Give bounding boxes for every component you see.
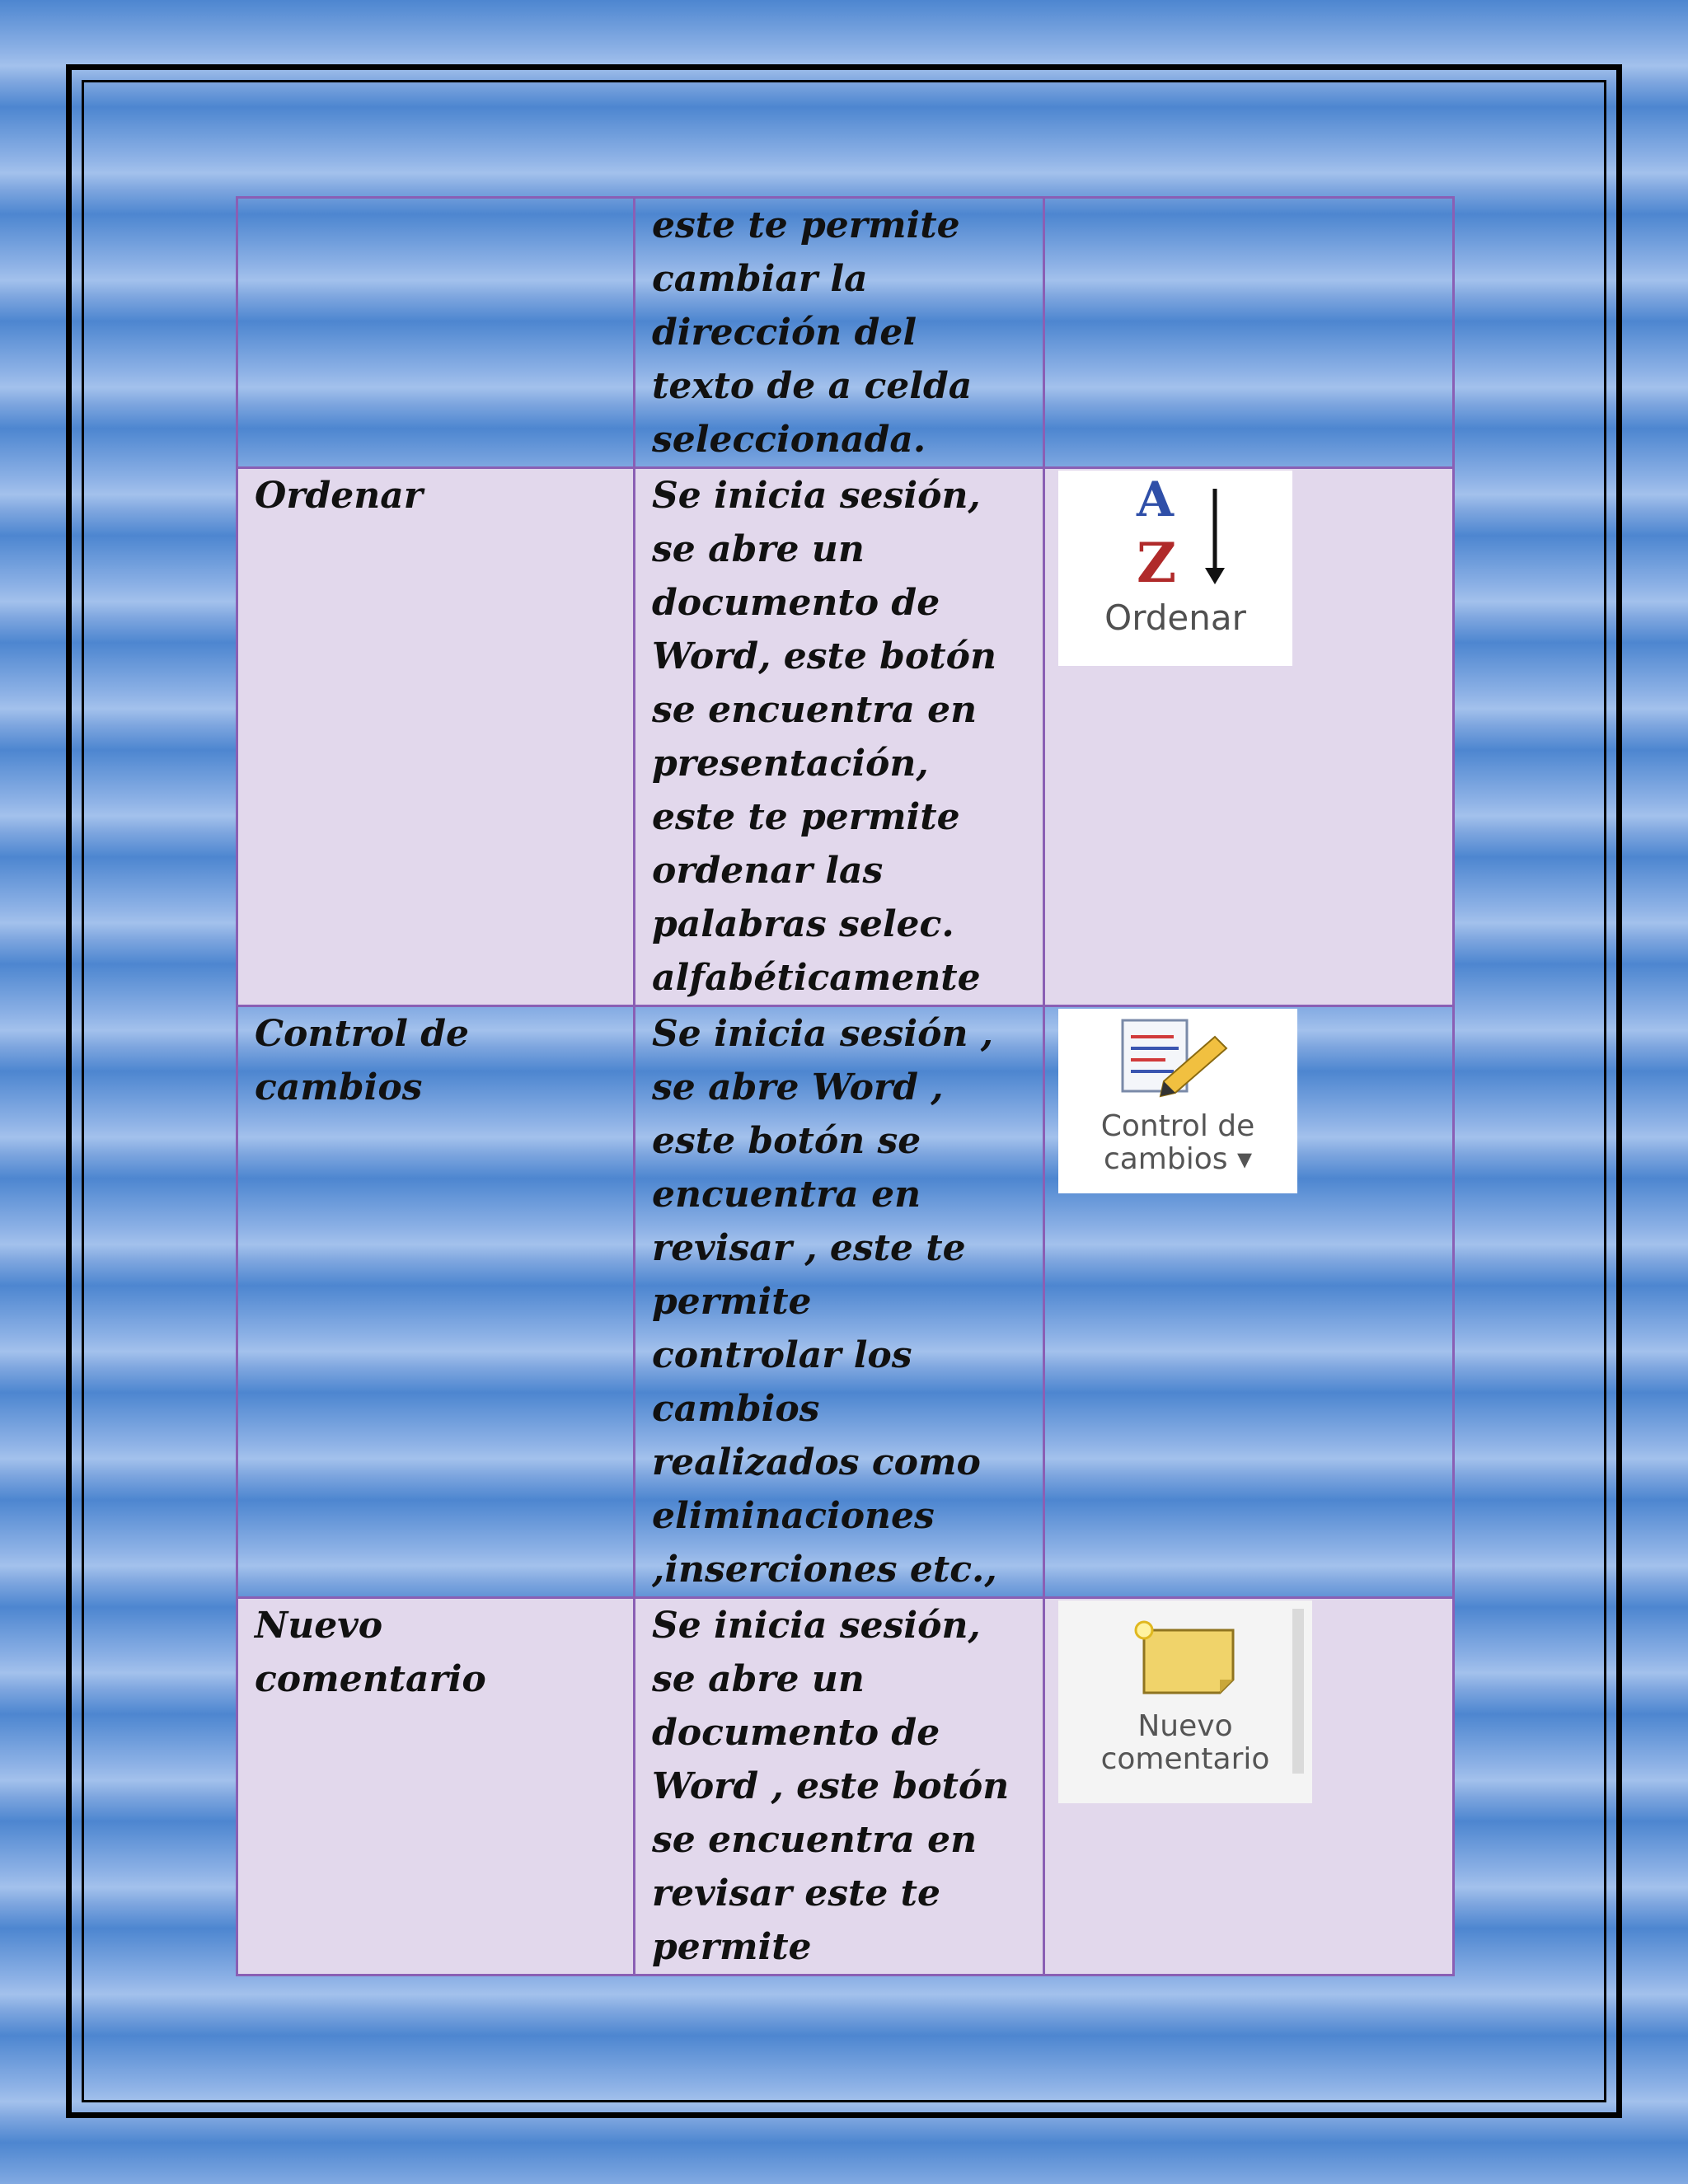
- description-cell: [635, 468, 1044, 1006]
- svg-text:Z: Z: [1137, 531, 1177, 595]
- icon-cell: [1044, 198, 1454, 468]
- feature-name: Control de cambios: [255, 1013, 470, 1108]
- feature-cell: [237, 1598, 635, 1975]
- icon-cell: [1044, 468, 1454, 1006]
- control-de-cambios-caption-line2: cambios ▾: [1103, 1142, 1253, 1176]
- feature-cell: [237, 198, 635, 468]
- table-row: [237, 1006, 1454, 1598]
- table-row: [237, 468, 1454, 1006]
- svg-text:A: A: [1137, 471, 1175, 527]
- feature-description: Se inicia sesión, se abre un documento de Word, este botón se encuentra en presentación, este te permite ordenar las palabras selec. alfabéticamente: [652, 475, 996, 999]
- description-cell: [635, 1006, 1044, 1598]
- feature-description: este te permite cambiar la dirección del texto de a celda seleccionada.: [652, 204, 973, 461]
- feature-cell: [237, 468, 635, 1006]
- feature-cell: [237, 1006, 635, 1598]
- nuevo-comentario-caption-line2: comentario: [1100, 1742, 1270, 1776]
- table-row: [237, 198, 1454, 468]
- description-cell: [635, 1598, 1044, 1975]
- description-cell: [635, 198, 1044, 468]
- feature-description: Se inicia sesión, se abre un documento de Word , este botón se encuentra en revisar este te permite: [652, 1605, 1010, 1968]
- feature-table: [236, 196, 1455, 1976]
- feature-name: Nuevo comentario: [255, 1605, 486, 1700]
- nuevo-comentario-button-image: [1058, 1601, 1312, 1803]
- ordenar-button-image: [1058, 471, 1292, 666]
- feature-description: Se inicia sesión , se abre Word , este botón se encuentra en revisar , este te permite controlar los cambios realizados como eliminaciones ,inserciones etc.,: [652, 1013, 997, 1591]
- control-de-cambios-button-image: [1058, 1009, 1297, 1193]
- nuevo-comentario-caption-line1: Nuevo: [1137, 1709, 1233, 1743]
- icon-cell: [1044, 1006, 1454, 1598]
- icon-cell: [1044, 1598, 1454, 1975]
- feature-name: Ordenar: [255, 475, 423, 517]
- table-row: [237, 1598, 1454, 1975]
- control-de-cambios-caption-line1: Control de: [1100, 1109, 1255, 1143]
- ordenar-caption: Ordenar: [1104, 598, 1246, 638]
